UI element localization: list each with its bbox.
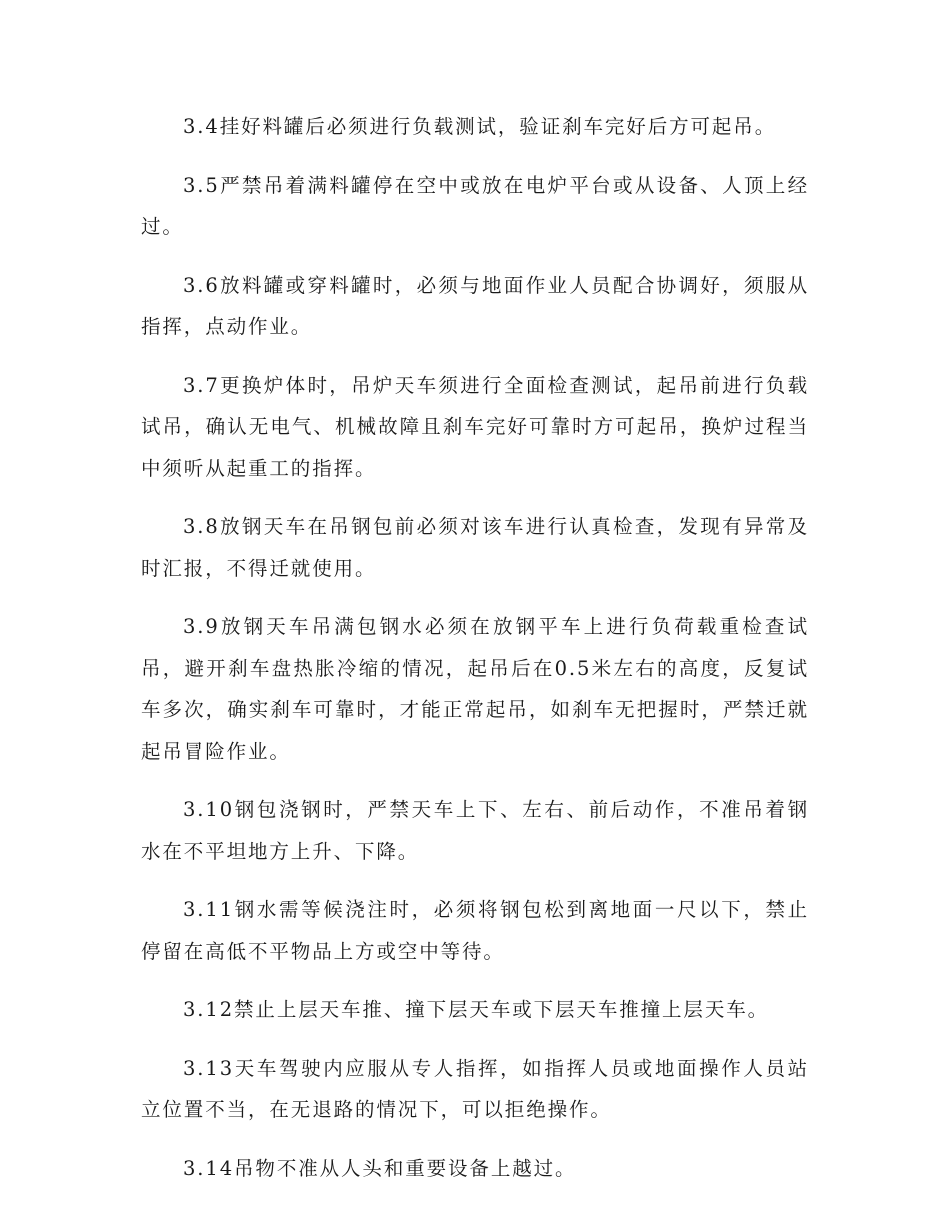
paragraph-3-11: 3.11钢水需等候浇注时，必须将钢包松到离地面一尺以下，禁止停留在高低不平物品上方或空中等待。 <box>141 898 809 963</box>
document-body <box>141 106 809 1206</box>
paragraph-3-6: 3.6放料罐或穿料罐时，必须与地面作业人员配合协调好，须服从指挥，点动作业。 <box>141 273 809 338</box>
paragraph-3-9: 3.9放钢天车吊满包钢水必须在放钢平车上进行负荷载重检查试吊，避开刹车盘热胀冷缩的情况，起吊后在0.5米左右的高度，反复试车多次，确实刹车可靠时，才能正常起吊，如刹车无把握时，严禁迁就起吊冒险作业。 <box>141 615 809 763</box>
paragraph-3-10: 3.10钢包浇钢时，严禁天车上下、左右、前后动作，不准吊着钢水在不平坦地方上升、下降。 <box>141 798 809 863</box>
paragraph-3-12: 3.12禁止上层天车推、撞下层天车或下层天车推撞上层天车。 <box>183 998 770 1021</box>
paragraph-3-5: 3.5严禁吊着满料罐停在空中或放在电炉平台或从设备、人顶上经过。 <box>141 173 809 238</box>
paragraph-3-4: 3.4挂好料罐后必须进行负载测试，验证刹车完好后方可起吊。 <box>183 115 777 138</box>
paragraph-3-7: 3.7更换炉体时，吊炉天车须进行全面检查测试，起吊前进行负载试吊，确认无电气、机械故障且刹车完好可靠时方可起吊，换炉过程当中须听从起重工的指挥。 <box>141 373 809 480</box>
paragraph-3-14: 3.14吊物不准从人头和重要设备上越过。 <box>183 1156 577 1180</box>
paragraph-3-8: 3.8放钢天车在吊钢包前必须对该车进行认真检查，发现有异常及时汇报，不得迁就使用。 <box>141 515 809 580</box>
paragraph-3-13: 3.13天车驾驶内应服从专人指挥，如指挥人员或地面操作人员站立位置不当，在无退路的情况下，可以拒绝操作。 <box>141 1056 809 1121</box>
